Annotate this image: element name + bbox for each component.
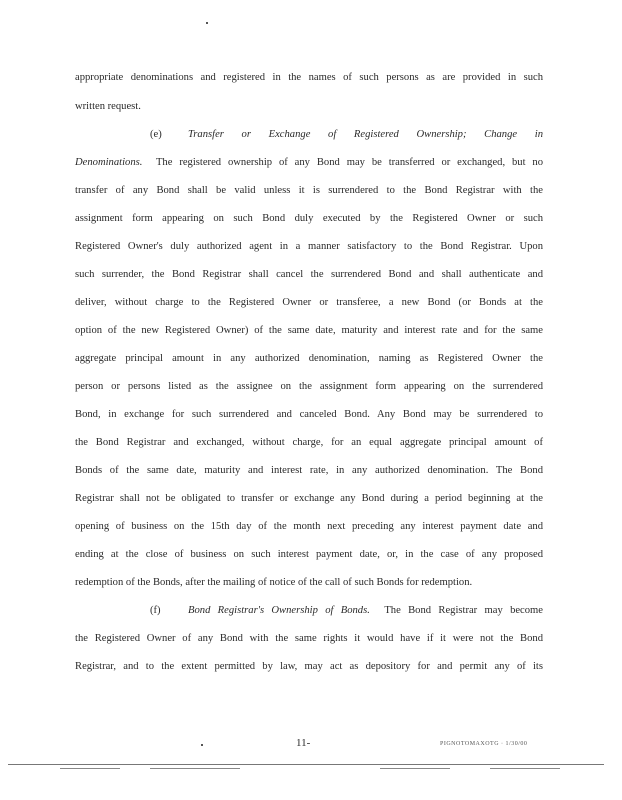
footer-rule [8, 764, 604, 765]
section-e-heading-line [75, 128, 543, 142]
section-e-heading: Transfer or Exchange of Registered Ownership; Change in [188, 129, 543, 140]
scan-artifact [490, 768, 560, 769]
body-line-rest: The registered ownership of any Bond may be transferred or exchanged, but no [142, 157, 543, 168]
body-line: Registrar, and to the extent permitted by law, may act as depository for and permit any of its [75, 661, 543, 672]
body-line: the Registered Owner of any Bond with the same rights it would have if it were not the Bond [75, 633, 543, 644]
body-line: written request. [75, 101, 141, 112]
scan-artifact [380, 768, 450, 769]
body-line: assignment form appearing on such Bond duly executed by the Registered Owner or such [75, 213, 543, 224]
page-number: 11- [296, 737, 311, 749]
section-f-heading: Bond Registrar's Ownership of Bonds. [188, 605, 370, 616]
scan-artifact [60, 768, 120, 769]
body-line: such surrender, the Bond Registrar shall cancel the surrendered Bond and shall authenticate and [75, 269, 543, 280]
body-line: redemption of the Bonds, after the mailing of notice of the call of such Bonds for redemption. [75, 577, 473, 588]
scan-speck [206, 22, 208, 24]
section-f-label: (f) [150, 605, 161, 616]
body-line: deliver, without charge to the Registered Owner or transferee, a new Bond (or Bonds at the [75, 297, 543, 308]
body-line: Bonds of the same date, maturity and interest rate, in any authorized denomination. The Bond [75, 465, 543, 476]
document-code: PIGNOTOMAXOTG · 1/30/00 [440, 741, 528, 747]
body-line: option of the new Registered Owner) of the same date, maturity and interest rate and for the same [75, 325, 543, 336]
body-line: opening of business on the 15th day of the month next preceding any interest payment date and [75, 521, 543, 532]
body-line: aggregate principal amount in any authorized denomination, naming as Registered Owner the [75, 353, 543, 364]
section-e-label: (e) [150, 129, 162, 140]
body-line: Registered Owner's duly authorized agent in a manner satisfactory to the Bond Registrar. Upon [75, 241, 543, 252]
body-line: Registrar shall not be obligated to transfer or exchange any Bond during a period beginning at the [75, 493, 543, 504]
body-line: appropriate denominations and registered in the names of such persons as are provided in such [75, 72, 543, 83]
scan-speck [201, 744, 203, 746]
body-line: ending at the close of business on such interest payment date, or, in the case of any proposed [75, 549, 543, 560]
section-f-heading-line [75, 604, 543, 618]
section-f-text: The Bond Registrar may become [384, 605, 544, 616]
body-line: Bond, in exchange for such surrendered and canceled Bond. Any Bond may be surrendered to [75, 409, 543, 420]
body-line: person or persons listed as the assignee on the assignment form appearing on the surrendered [75, 381, 543, 392]
body-line: the Bond Registrar and exchanged, without charge, for an equal aggregate principal amount of [75, 437, 543, 448]
scan-artifact [150, 768, 240, 769]
body-line [75, 156, 543, 170]
denominations-heading: Denominations. [75, 157, 143, 168]
body-line: transfer of any Bond shall be valid unless it is surrendered to the Bond Registrar with the [75, 185, 543, 196]
